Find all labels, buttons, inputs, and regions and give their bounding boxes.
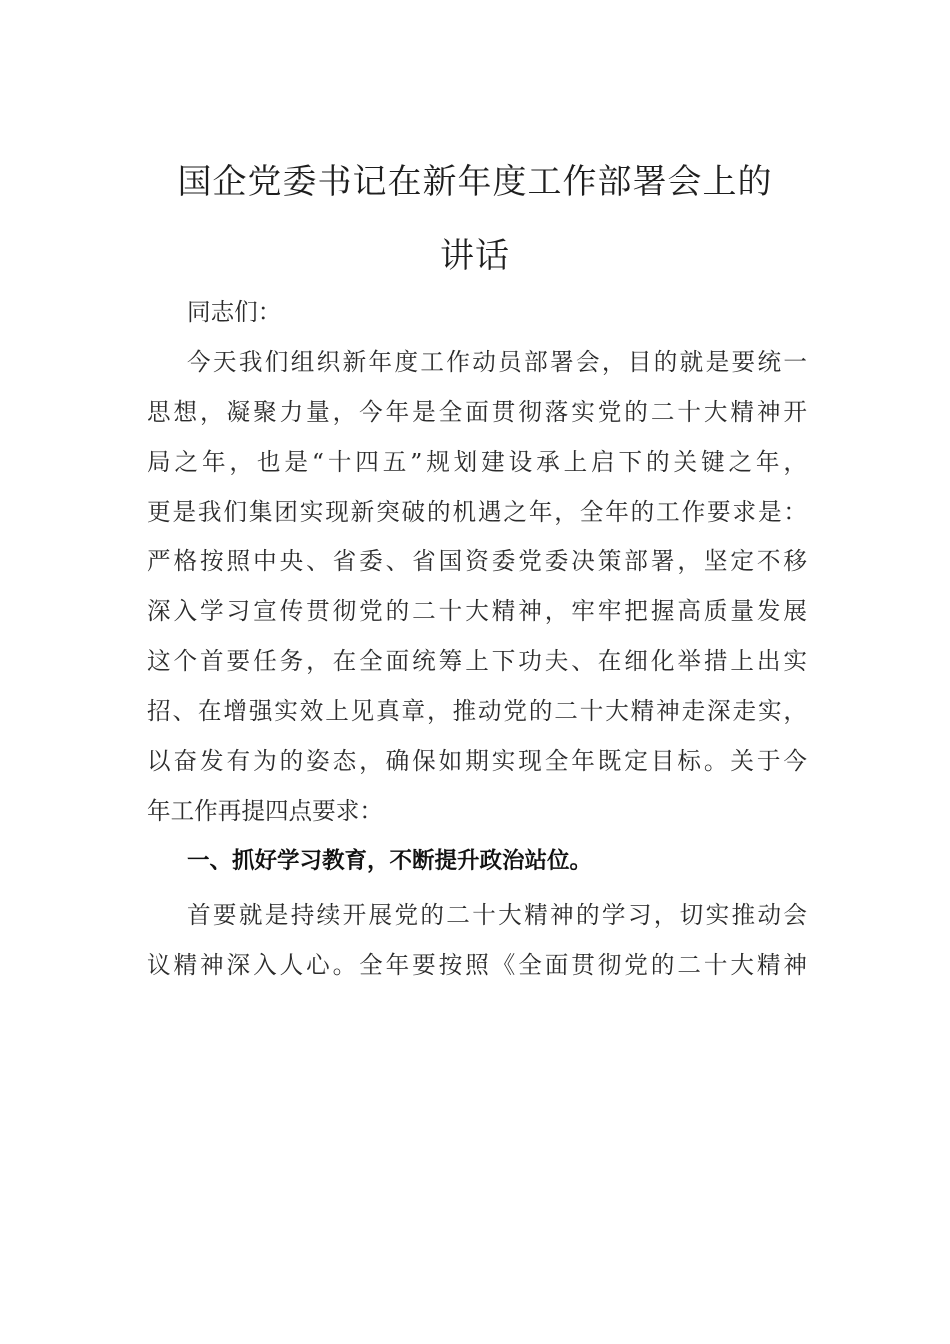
- paragraph-line: 深入学习宣传贯彻党的二十大精神，牢牢把握高质量发展: [147, 597, 807, 625]
- paragraph-line: 今天我们组织新年度工作动员部署会，目的就是要统一: [187, 348, 807, 376]
- paragraph-line: 严格按照中央、省委、省国资委党委决策部署，坚定不移: [147, 547, 807, 575]
- paragraph-line: 首要就是持续开展党的二十大精神的学习，切实推动会: [187, 901, 807, 929]
- salutation: 同志们：: [187, 298, 282, 326]
- paragraph-line: 更是我们集团实现新突破的机遇之年，全年的工作要求是：: [147, 498, 807, 526]
- paragraph-line: 议精神深入人心。全年要按照《全面贯彻党的二十大精神: [147, 951, 807, 979]
- document-title-line-1: 国企党委书记在新年度工作部署会上的: [177, 162, 773, 202]
- document-title-line-2: 讲话: [440, 236, 510, 276]
- paragraph-line: 思想，凝聚力量，今年是全面贯彻落实党的二十大精神开: [147, 398, 807, 426]
- paragraph-line: 以奋发有为的姿态，确保如期实现全年既定目标。关于今: [147, 747, 807, 775]
- paragraph-line: 这个首要任务，在全面统筹上下功夫、在细化举措上出实: [147, 647, 807, 675]
- paragraph-line: 年工作再提四点要求：: [147, 797, 383, 825]
- paragraph-line: 局之年，也是“十四五”规划建设承上启下的关键之年，: [147, 448, 807, 476]
- paragraph-line: 招、在增强实效上见真章，推动党的二十大精神走深走实，: [147, 697, 807, 725]
- section-heading: 一、抓好学习教育，不断提升政治站位。: [187, 848, 593, 874]
